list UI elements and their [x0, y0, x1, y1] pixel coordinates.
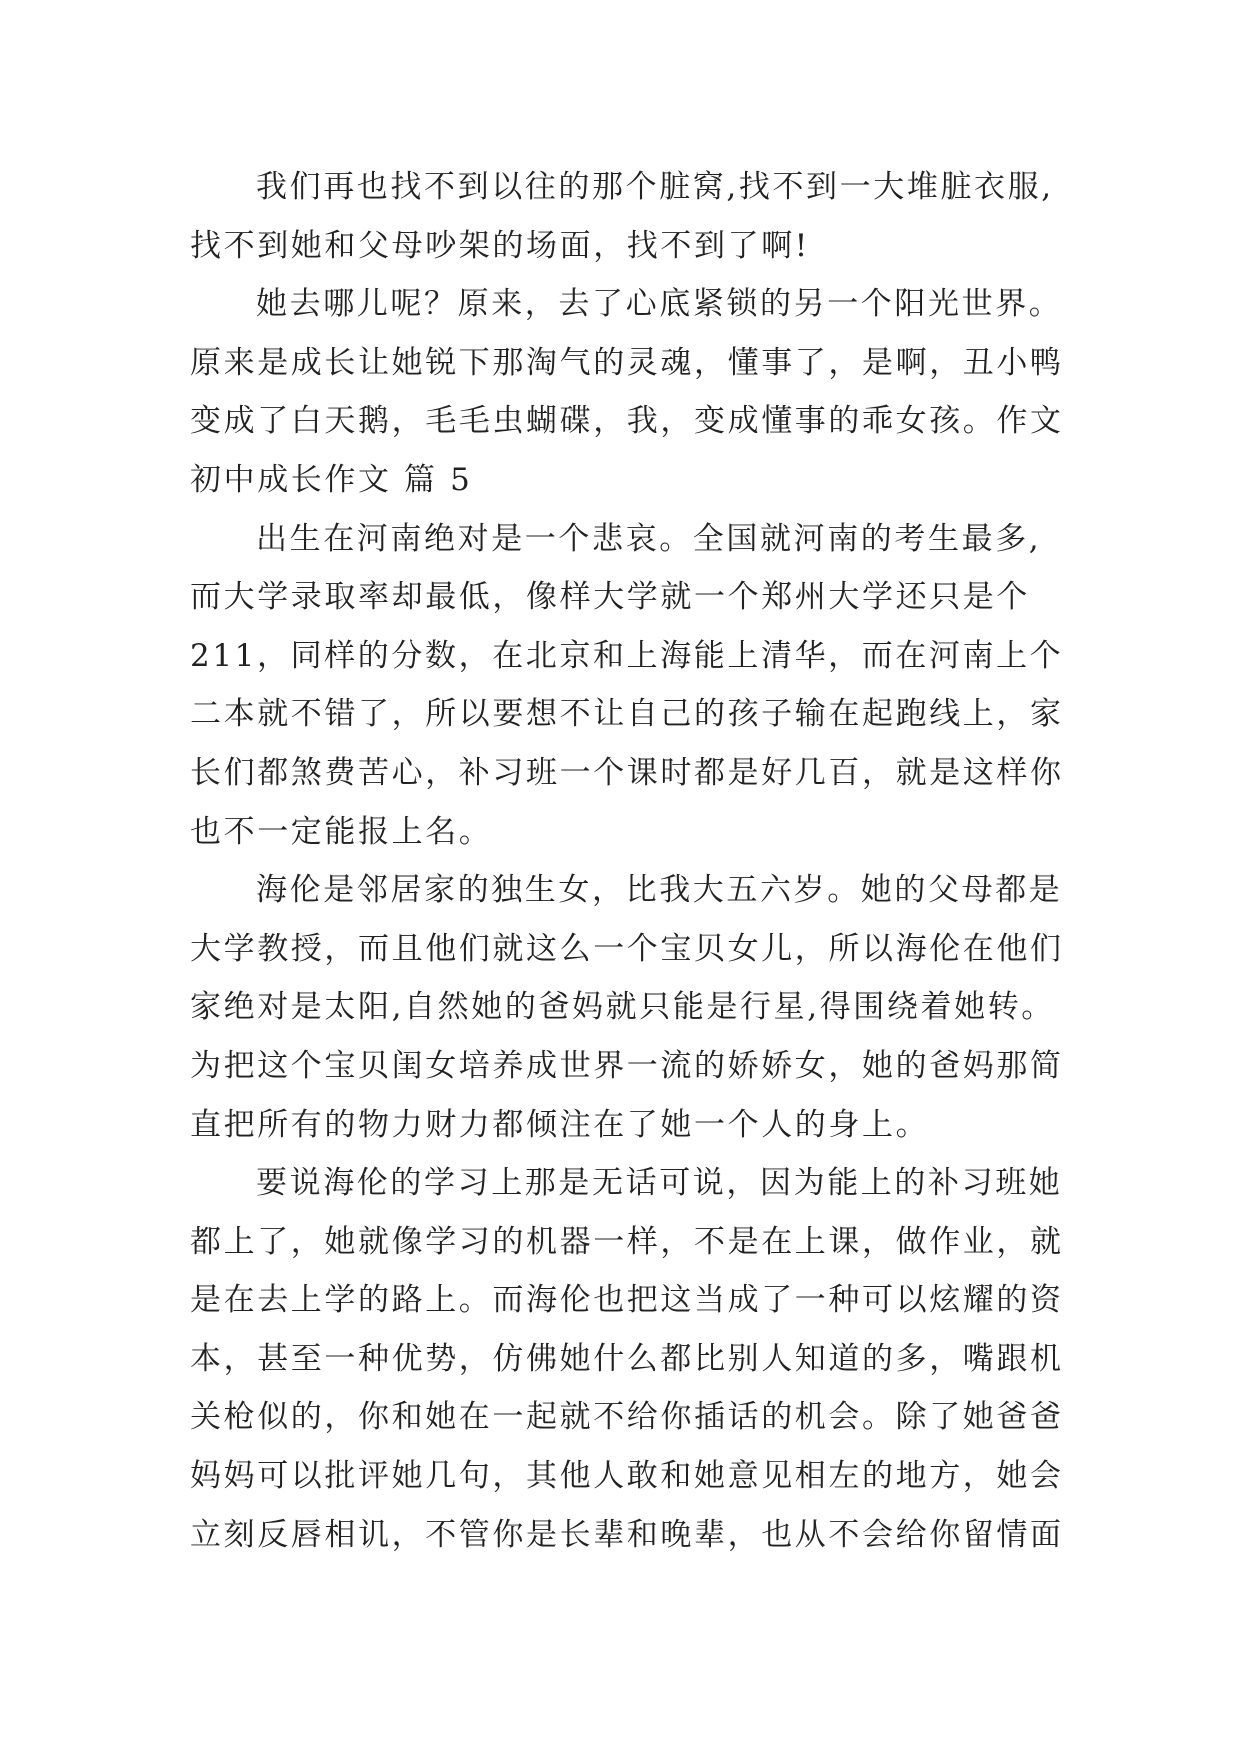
text-line: 是在去上学的路上。而海伦也把这当成了一种可以炫耀的资	[190, 1282, 1064, 1319]
text-line: 都上了，她就像学习的机器一样，不是在上课，做作业，就	[190, 1223, 1064, 1260]
text-line: 要说海伦的学习上那是无话可说，因为能上的补习班她	[256, 1165, 1063, 1202]
essay-text	[190, 158, 1090, 1564]
text-line: 出生在河南绝对是一个悲哀。全国就河南的考生最多,	[256, 520, 1042, 557]
text-line: 直把所有的物力财力都倾注在了她一个人的身上。	[190, 1106, 930, 1143]
text-line: 长们都煞费苦心，补习班一个课时都是好几百，就是这样你	[190, 754, 1064, 791]
text-line: 原来是成长让她锐下那淘气的灵魂，懂事了，是啊，丑小鸭	[190, 344, 1064, 381]
text-line: 海伦是邻居家的独生女，比我大五六岁。她的父母都是	[256, 872, 1063, 909]
text-line: 妈妈可以批评她几句，其他人敢和她意见相左的地方，她会	[190, 1458, 1064, 1495]
text-line: 也不一定能报上名。	[190, 813, 493, 850]
section-heading: 初中成长作文 篇 5	[190, 461, 473, 498]
text-line: 变成了白天鹅，毛毛虫蝴碟，我，变成懂事的乖女孩。作文	[190, 403, 1064, 440]
text-line: 我们再也找不到以往的那个脏窝,找不到一大堆脏衣服,	[256, 169, 1054, 205]
text-line: 二本就不错了，所以要想不让自己的孩子输在起跑线上，家	[190, 696, 1064, 733]
text-line: 大学教授，而且他们就这么一个宝贝女儿，所以海伦在他们	[190, 930, 1064, 967]
text-line: 她去哪儿呢？原来，去了心底紧锁的另一个阳光世界。	[256, 286, 1063, 323]
text-line: 立刻反唇相讥，不管你是长辈和晚辈，也从不会给你留情面	[190, 1516, 1064, 1553]
text-line: 家绝对是太阳,自然她的爸妈就只能是行星,得围绕着她转。	[190, 989, 1055, 1026]
text-line: 找不到她和父母吵架的场面，找不到了啊!	[190, 227, 810, 264]
text-line: 本，甚至一种优势，仿佛她什么都比别人知道的多，嘴跟机	[190, 1340, 1064, 1377]
text-line: 关枪似的，你和她在一起就不给你插话的机会。除了她爸爸	[190, 1399, 1064, 1436]
text-line: 为把这个宝贝闺女培养成世界一流的娇娇女，她的爸妈那简	[190, 1047, 1064, 1084]
text-line: 而大学录取率却最低，像样大学就一个郑州大学还只是个	[190, 579, 1030, 616]
text-line: 211，同样的分数，在北京和上海能上清华，而在河南上个	[190, 637, 1064, 674]
